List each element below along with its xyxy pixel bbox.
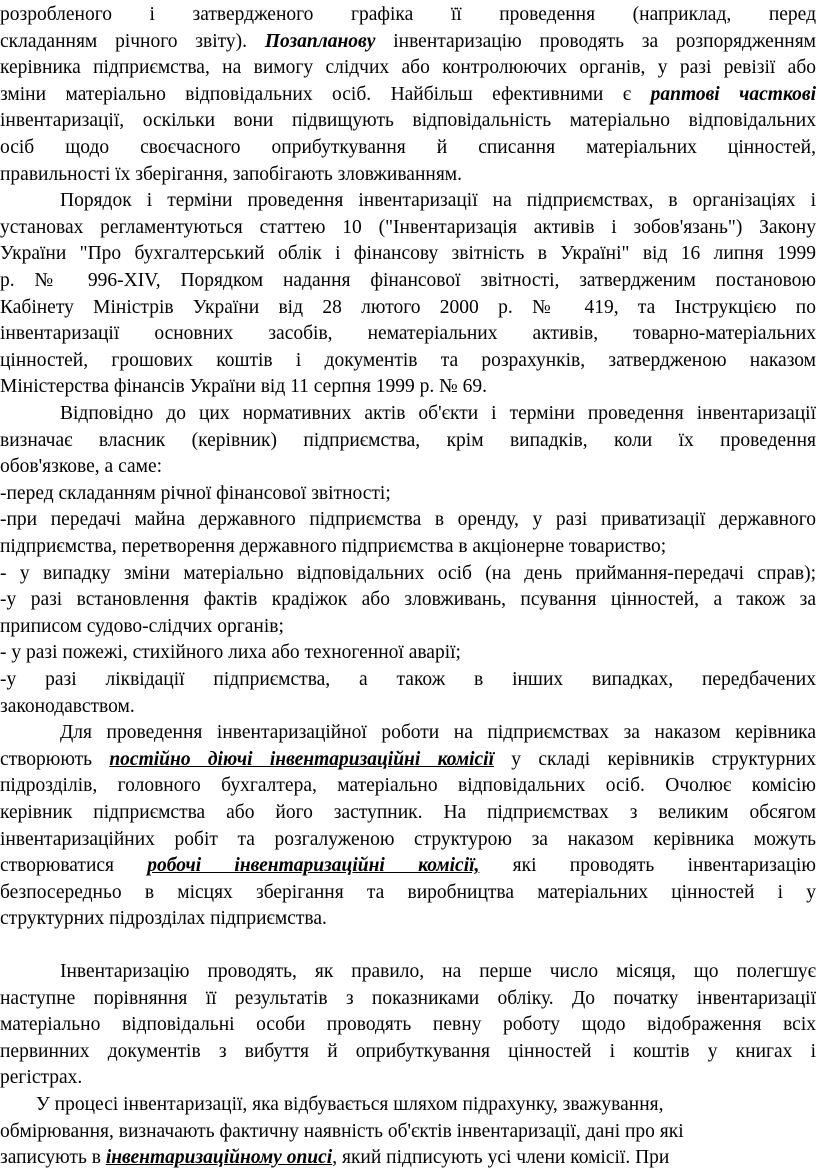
text-line bbox=[0, 82, 816, 109]
text-segment: створюватися bbox=[0, 855, 148, 877]
text-segment: складанням річного звіту). bbox=[0, 30, 265, 52]
text-line bbox=[0, 29, 816, 56]
text-line bbox=[0, 959, 816, 986]
text-line bbox=[0, 241, 816, 268]
text-line bbox=[0, 374, 816, 401]
text-line bbox=[0, 640, 816, 667]
text-line bbox=[0, 853, 816, 880]
text-line bbox=[0, 800, 816, 827]
text-segment: інвентаризації, оскільки вони підвищують відповідальність матеріально відповідальних bbox=[0, 110, 816, 132]
text-segment: установах регламентуються статтею 10 ("Інвентаризація активів і зобов'язань") Закону bbox=[0, 216, 816, 238]
text-line bbox=[0, 481, 816, 508]
text-line bbox=[0, 55, 816, 82]
emphasized-term: постійно діючі інвентаризаційні комісії bbox=[109, 748, 494, 770]
text-line bbox=[0, 162, 816, 189]
emphasized-term: раптові часткові bbox=[650, 83, 816, 105]
text-line bbox=[0, 667, 816, 694]
text-segment: -при передачі майна державного підприємства в оренду, у разі приватизації державного bbox=[0, 509, 816, 531]
text-segment: - у разі пожежі, стихійного лиха або техногенної аварії; bbox=[0, 642, 461, 664]
text-line bbox=[0, 215, 816, 242]
text-segment: р. № 996-XIV, Порядком надання фінансової звітності, затвердженим постановою bbox=[0, 270, 816, 291]
text-segment: які проводять інвентаризацію bbox=[479, 855, 816, 877]
text-line bbox=[0, 135, 816, 162]
text-segment: -перед складанням річної фінансової звітності; bbox=[0, 482, 391, 504]
text-line bbox=[0, 1012, 816, 1039]
text-line bbox=[0, 2, 816, 29]
text-segment: керівника підприємства, на вимогу слідчих або контролюючих органів, у разі ревізії або bbox=[0, 57, 816, 79]
text-line bbox=[0, 561, 816, 588]
text-segment: Порядок і терміни проведення інвентаризації на підприємствах, в організаціях і bbox=[60, 190, 816, 212]
text-segment: Інвентаризацію проводять, як правило, на перше число місяця, що полегшує bbox=[60, 961, 816, 982]
text-segment: у складі керівників структурних bbox=[494, 748, 816, 770]
text-segment: Міністерства фінансів України від 11 серпня 1999 р. № 69. bbox=[0, 376, 488, 398]
text-segment: наступне порівняння її результатів з показниками обліку. До початку інвентаризації bbox=[0, 987, 816, 1009]
text-segment: Для проведення інвентаризаційної роботи на підприємствах за наказом керівника bbox=[60, 722, 816, 744]
text-line bbox=[0, 534, 816, 561]
text-segment: Відповідно до цих нормативних актів об'єкти і терміни проведення інвентаризації bbox=[60, 403, 816, 424]
text-segment: матеріально відповідальні особи проводять певну роботу щодо відображення всіх bbox=[0, 1014, 816, 1036]
text-line bbox=[0, 1145, 816, 1172]
text-segment: Кабінету Міністрів України від 28 лютого 2000 р. № 419, та Інструкцією по bbox=[0, 296, 816, 318]
text-segment: України "Про бухгалтерський облік і фінансову звітність в Україні" від 16 липня 1999 bbox=[0, 243, 816, 265]
text-line bbox=[0, 507, 816, 534]
text-line bbox=[0, 747, 816, 774]
text-segment: підрозділів, головного бухгалтера, матеріально відповідальних осіб. Очолює комісію bbox=[0, 775, 816, 797]
text-segment: осіб щодо своєчасного оприбуткування й списання матеріальних цінностей, bbox=[0, 137, 816, 158]
text-segment: підприємства, перетворення державного підприємства в акціонерне товариство; bbox=[0, 536, 667, 557]
text-line bbox=[0, 694, 816, 721]
text-line bbox=[0, 454, 816, 481]
text-line bbox=[0, 720, 816, 747]
emphasized-term: Позапланову bbox=[264, 30, 376, 52]
text-segment: інвентаризацію проводять за розпорядженням bbox=[375, 30, 816, 52]
text-segment: структурних підрозділах підприємства. bbox=[0, 908, 327, 930]
text-segment: зміни матеріально відповідальних осіб. Найбільш ефективними є bbox=[0, 83, 651, 105]
text-segment: первинних документів з вибуття й оприбуткування цінностей і коштів у книгах і bbox=[0, 1040, 816, 1062]
text-segment: У процесі інвентаризації, яка відбувається шляхом підрахунку, зважування, bbox=[36, 1094, 664, 1115]
text-segment: -у разі ліквідації підприємства, а також в інших випадках, передбачених bbox=[0, 669, 816, 690]
text-segment: правильності їх зберігання, запобігають зловживанням. bbox=[0, 163, 463, 185]
text-segment: законодавством. bbox=[0, 695, 135, 717]
text-segment: обов'язкове, а саме: bbox=[0, 456, 163, 478]
text-segment: регістрах. bbox=[0, 1067, 83, 1089]
text-line bbox=[0, 428, 816, 455]
text-segment: обмірювання, визначають фактичну наявність об'єктів інвентаризації, дані про які bbox=[0, 1120, 684, 1142]
text-segment: -у разі встановлення фактів крадіжок або зловживань, псування цінностей, а також за bbox=[0, 589, 816, 611]
text-line bbox=[0, 295, 816, 322]
text-segment: - у випадку зміни матеріально відповідальних осіб (на день приймання-передачі справ); bbox=[0, 562, 816, 584]
text-segment: безпосередньо в місцях зберігання та виробництва матеріальних цінностей і у bbox=[0, 881, 816, 903]
text-line bbox=[0, 587, 816, 614]
text-segment: створюють bbox=[0, 748, 110, 770]
emphasized-term: інвентаризаційному описі bbox=[105, 1147, 333, 1169]
text-segment: інвентаризації основних засобів, нематеріальних активів, товарно-матеріальних bbox=[0, 323, 816, 345]
text-segment: розробленого і затвердженого графіка її проведення (наприклад, перед bbox=[0, 4, 816, 25]
text-line bbox=[0, 321, 816, 348]
text-line bbox=[0, 986, 816, 1013]
text-line bbox=[0, 1092, 816, 1119]
text-segment: , який підписують усі члени комісії. При bbox=[332, 1147, 670, 1169]
text-segment: визначає власник (керівник) підприємства, крім випадків, коли їх проведення bbox=[0, 429, 816, 451]
text-line bbox=[0, 880, 816, 907]
text-line bbox=[0, 773, 816, 800]
text-line bbox=[0, 614, 816, 641]
text-segment: приписом судово-слідчих органів; bbox=[0, 615, 284, 637]
text-line bbox=[0, 827, 816, 854]
text-line bbox=[0, 1065, 816, 1092]
emphasized-term: робочі інвентаризаційні комісії, bbox=[147, 855, 480, 877]
text-line bbox=[0, 1119, 816, 1146]
text-line bbox=[0, 348, 816, 375]
text-line bbox=[0, 268, 816, 295]
text-line bbox=[0, 108, 816, 135]
text-line bbox=[0, 401, 816, 428]
text-segment: керівник підприємства або його заступник. На підприємствах з великим обсягом bbox=[0, 802, 816, 823]
text-line bbox=[0, 906, 816, 933]
text-segment: інвентаризаційних робіт та розгалуженою структурою за наказом керівника можуть bbox=[0, 828, 816, 850]
text-line bbox=[0, 188, 816, 215]
text-line bbox=[0, 1039, 816, 1066]
text-segment: записують в bbox=[0, 1147, 106, 1169]
text-segment: цінностей, грошових коштів і документів та розрахунків, затвердженою наказом bbox=[0, 349, 816, 371]
